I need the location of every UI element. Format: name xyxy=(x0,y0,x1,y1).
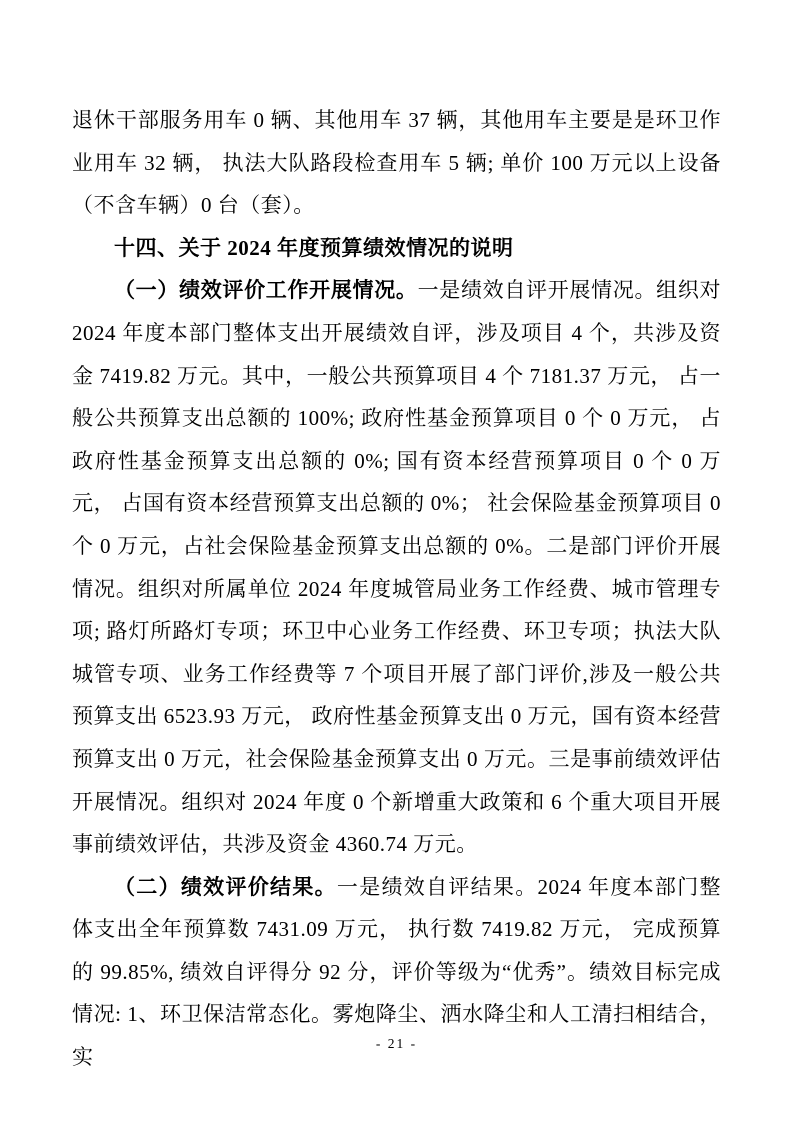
paragraph-text-evaluation-work: 一是绩效自评开展情况。组织对 2024 年度本部门整体支出开展绩效自评，涉及项目 4 个，共涉及资金 7419.82 万元。其中，一般公共预算项目 4 个 7181.37 万元， 占一般公共预算支出总额的 100%; 政府性基金预算项目 0 个 0 万元， 占政府性基金预算支出总额的 0%; 国有资本经营预算项目 0 个 0 万元， 占国有资本经营预算支出总额的 0%； 社会保险基金预算项目 0 个 0 万元，占社会保险基金预算支出总额的 0%。二是部门评价开展情况。组织对所属单位 2024 年度城管局业务工作经费、城市管理专项; 路灯所路灯专项；环卫中心业务工作经费、环卫专项；执法大队城管专项、业务工作经费等 7 个项目开展了部门评价,涉及一般公共预算支出 6523.93 万元， 政府性基金预算支出 0 万元，国有资本经营预算支出 0 万元，社会保险基金预算支出 0 万元。三是事前绩效评估开展情况。组织对 2024 年度 0 个新增重大政策和 6 个重大项目开展事前绩效评估，共涉及资金 4360.74 万元。 xyxy=(72,278,721,857)
paragraph-lead-evaluation-work: （一）绩效评价工作开展情况。 xyxy=(114,278,418,303)
document-body xyxy=(72,99,721,1079)
paragraph-lead-evaluation-results: （二）绩效评价结果。 xyxy=(114,874,337,899)
paragraph-performance-evaluation-work xyxy=(72,269,721,865)
paragraph-text-evaluation-results: 一是绩效自评结果。2024 年度本部门整体支出全年预算数 7431.09 万元， 执行数 7419.82 万元， 完成预算的 99.85%, 绩效自评得分 92 分，评价等级为“优秀”。绩效目标完成情况: 1、环卫保洁常态化。雾炮降尘、洒水降尘和人工清扫相结合，实 xyxy=(72,874,722,1070)
page-number: - 21 - xyxy=(375,1036,418,1051)
paragraph-vehicle-continuation: 退休干部服务用车 0 辆、其他用车 37 辆，其他用车主要是是环卫作业用车 32 辆， 执法大队路段检查用车 5 辆; 单价 100 万元以上设备（不含车辆）0 台（套）。 xyxy=(72,108,721,218)
section-heading: 十四、关于 2024 年度预算绩效情况的说明 xyxy=(114,235,514,260)
